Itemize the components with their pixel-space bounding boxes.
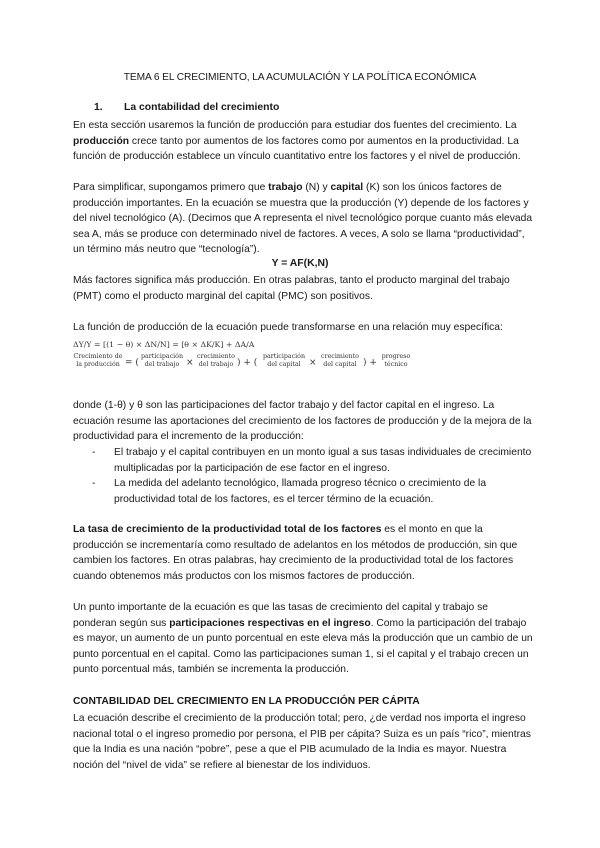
bullet-list — [92, 445, 532, 507]
section-title: La contabilidad del crecimiento — [124, 102, 280, 113]
section-heading-2: CONTABILIDAD DEL CRECIMIENTO EN LA PRODUCCIÓN PER CÁPITA — [73, 696, 420, 707]
bold-term: La tasa de crecimiento de la productividad total de los factores — [73, 524, 382, 535]
text: (K) son los únicos factores de producción importantes. En la ecuación se muestra que la producción (Y) depende de los factores y del nivel tecnológico (A). (Decimos que A representa el nivel tecnológico porque cuanto más elevada sea A, más se produce con determinado nivel de factores. A veces, A solo se llama “productividad”, un término más neutro que “tecnología”). — [73, 182, 533, 256]
formula-operator: × — [186, 358, 194, 368]
formula-label: crecimiento del capital — [321, 353, 359, 368]
text: crece tanto por aumentos de los factores como por aumentos en la productividad. La función de producción establece un vínculo cuantitativo entre los factores y el nivel de producción. — [73, 135, 521, 163]
bold-term: producción — [73, 135, 130, 147]
paragraph-7 — [73, 600, 533, 678]
section-number: 1. — [94, 102, 103, 113]
formula-operator: ) + — [363, 358, 377, 368]
production-equation: Y = AF(K,N) — [271, 258, 329, 269]
text: Un punto importante de la ecuación es que las tasas de crecimiento del capital y trabajo se ponderan según sus — [73, 602, 488, 629]
paragraph-1 — [73, 118, 533, 165]
formula-label: participación del capital — [262, 353, 306, 368]
paragraph-8: La ecuación describe el crecimiento de la producción total; pero, ¿de verdad nos importa el ingreso nacional total o el ingreso promedio por persona, el PIB per cápita? Suiza es un país “rico”, mientras que la India es una nación “pobre”, pese a que el PIB acumulado de la India es mayor. Nuestra noción del “nivel de vida” se refiere al bienestar de los individuos. — [73, 713, 531, 771]
formula-operator: ) + ( — [237, 358, 258, 368]
formula-operator: × — [309, 358, 317, 368]
list-item: - El trabajo y el capital contribuyen en un monto igual a sus tasas individuales de crecimiento multiplicadas por la participación de ese factor en el ingreso. — [92, 445, 532, 476]
bold-term: trabajo — [268, 182, 303, 193]
formula-label: crecimiento del trabajo — [197, 353, 235, 368]
paragraph-6 — [73, 522, 533, 584]
text: Para simplificar, supongamos primero que — [73, 182, 269, 193]
text: . Como la participación del trabajo es mayor, un aumento de un punto porcentual en este eleva más la producción que un cambio de un punto porcentual en el capital. Como las participaciones suman 1, si el capital y el trabajo crecen un punto porcentual más, también se incrementa la producción. — [73, 617, 533, 676]
paragraph-3: Más factores significa más producción. En otras palabras, tanto el producto marginal del trabajo (PMT) como el producto marginal del capital (PMC) son positivos. — [73, 275, 510, 302]
list-item: - La medida del adelanto tecnológico, llamada progreso técnico o crecimiento de la productividad total de los factores, es el tercer término de la ecuación. — [92, 476, 532, 507]
page-title: TEMA 6 EL CRECIMIENTO, LA ACUMULACIÓN Y LA POLÍTICA ECONÓMICA — [123, 72, 477, 83]
paragraph-2 — [73, 180, 533, 258]
formula-label: Crecimiento de la producción — [73, 353, 123, 368]
text: es el monto en que la producción se incrementaría como resultado de adelantos en los métodos de producción, sin que cambien los factores. En otras palabras, hay crecimiento de la productividad total de los factores cuando obtenemos más productos con los mismos factores de producción. — [73, 524, 518, 582]
bold-term: capital — [330, 182, 364, 193]
bold-term: participaciones respectivas en el ingreso — [169, 617, 371, 629]
section-heading-1 — [94, 102, 279, 113]
text: En esta sección usaremos la función de producción para estudiar dos fuentes del crecimiento. La — [73, 120, 517, 131]
growth-accounting-formula — [73, 340, 493, 386]
formula-operator: = ( — [125, 358, 139, 368]
paragraph-4: La función de producción de la ecuación puede transformarse en una relación muy específica: — [73, 322, 503, 333]
formula-top-line: ΔY/Y = [(1 − θ) × ΔN/N] = [θ × ΔK/K] + ΔA/A — [73, 340, 255, 349]
formula-label: participación del trabajo — [140, 353, 184, 368]
paragraph-5: donde (1-θ) y θ son las participaciones del factor trabajo y del factor capital en el ingreso. La ecuación resume las aportaciones del crecimiento de los factores de producción y de la mejora de la productividad para el incremento de la producción: — [73, 400, 532, 443]
formula-label: progreso técnico — [381, 353, 411, 368]
text: (N) y — [302, 182, 331, 193]
